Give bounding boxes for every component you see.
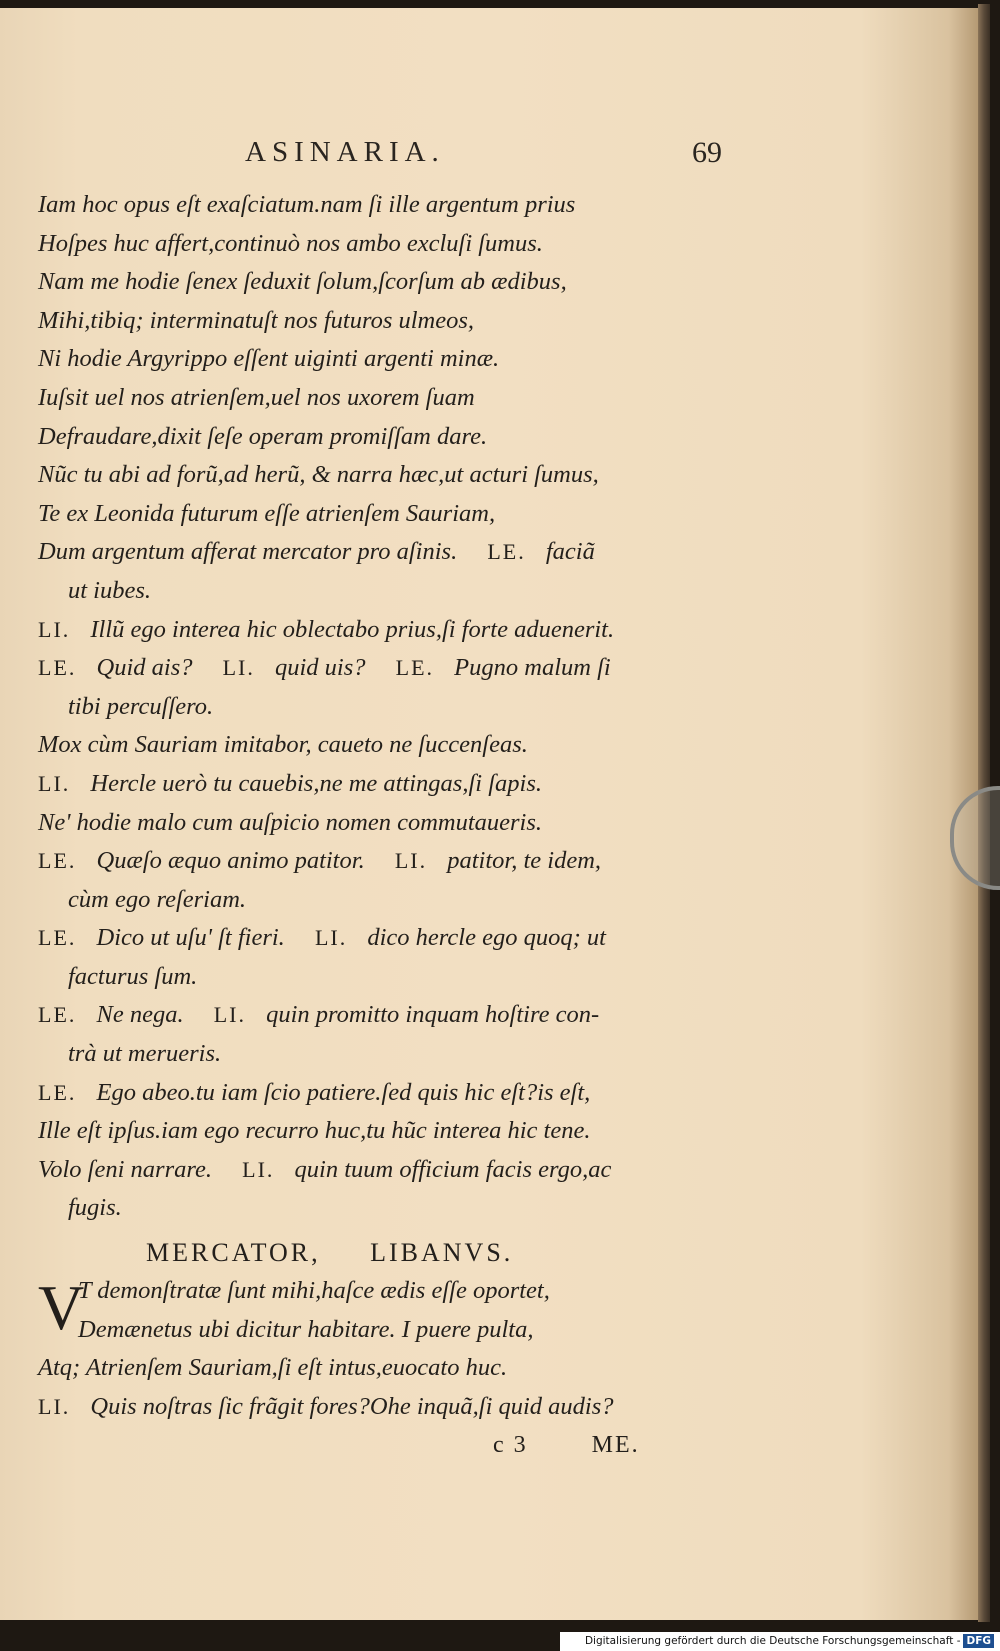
text-line: Demænetus ubi dicitur habitare. I puere pulta, bbox=[78, 1315, 534, 1343]
speaker-label: LI. bbox=[38, 770, 71, 796]
dfg-logo-icon: DFG bbox=[963, 1634, 994, 1648]
speaker-label: LE. bbox=[38, 1002, 77, 1028]
dialogue-line bbox=[38, 611, 738, 650]
speaker-label: LI. bbox=[38, 1393, 71, 1419]
dialogue-text: Dum argentum afferat mercator pro aſinis. bbox=[38, 538, 458, 566]
dialogue-text: T demonſtratæ ſunt mihi,haſce ædis eſſe oportet, bbox=[78, 1277, 550, 1305]
dialogue-line bbox=[38, 533, 738, 572]
speaker-label: LE. bbox=[38, 848, 77, 874]
speaker-label: LI. bbox=[314, 925, 348, 951]
dialogue-text: Illũ ego interea hic oblectabo prius,ſi forte aduenerit. bbox=[90, 615, 615, 643]
dialogue-text: Hercle uerò tu cauebis,ne me attingas,ſi ſapis. bbox=[90, 769, 542, 797]
dialogue-text: Quæſo æquo animo patitor. bbox=[96, 847, 365, 875]
digitization-footer bbox=[560, 1632, 1000, 1651]
dialogue-text: quid uis? bbox=[275, 654, 366, 682]
page-number: 69 bbox=[692, 136, 722, 169]
text-line: Ni hodie Argyrippo eſſent uiginti argenti minæ. bbox=[38, 345, 500, 373]
page-header bbox=[0, 136, 978, 176]
text-line: Iam hoc opus eſt exaſciatum.nam ſi ille argentum prius bbox=[38, 191, 576, 218]
speaker-label: LE. bbox=[395, 655, 435, 681]
text-line: Iuſsit uel nos atrienſem,uel nos uxorem ſuam bbox=[38, 383, 475, 411]
scene-character: LIBANVS. bbox=[370, 1238, 514, 1268]
page-text bbox=[38, 186, 738, 1465]
text-line: Mox cùm Sauriam imitabor, caueto ne ſuccenſeas. bbox=[38, 731, 528, 759]
text-line: Defraudare,dixit ſeſe operam promiſſam dare. bbox=[38, 422, 488, 450]
dialogue-line bbox=[38, 1388, 738, 1427]
dialogue-text: Quid ais? bbox=[96, 654, 193, 682]
dialogue-text: faciã bbox=[545, 538, 595, 566]
dialogue-text: Ego abeo.tu iam ſcio patiere.ſed quis hic eſt?is eſt, bbox=[96, 1078, 591, 1106]
running-title: ASINARIA. bbox=[245, 136, 445, 168]
speaker-label: LE. bbox=[487, 539, 526, 565]
signature-line bbox=[38, 1426, 738, 1465]
text-line: ut iubes. bbox=[68, 576, 152, 604]
text-line: cùm ego reſeriam. bbox=[68, 885, 247, 913]
speaker-label: LI. bbox=[394, 848, 428, 874]
speaker-label: LI. bbox=[242, 1156, 275, 1182]
speaker-label: LE. bbox=[38, 925, 77, 951]
text-line: fugis. bbox=[68, 1194, 122, 1222]
dialogue-line bbox=[38, 996, 738, 1035]
catchword: ME. bbox=[591, 1432, 640, 1459]
text-line: Nũc tu abi ad forũ,ad herũ, & narra hæc,ut acturi ſumus, bbox=[38, 461, 599, 489]
dialogue-line bbox=[38, 765, 738, 804]
dialogue-line bbox=[38, 1151, 738, 1190]
scene-heading bbox=[38, 1228, 738, 1272]
text-line: facturus ſum. bbox=[68, 962, 198, 990]
speaker-label: LI. bbox=[213, 1002, 246, 1028]
dialogue-line bbox=[38, 649, 738, 688]
dialogue-text: Ne nega. bbox=[96, 1001, 184, 1029]
dialogue-text: Dico ut uſu' ſt fieri. bbox=[96, 924, 285, 952]
text-line: Nam me hodie ſenex ſeduxit ſolum,ſcorſum ab ædibus, bbox=[38, 268, 567, 296]
signature-mark: c 3 bbox=[493, 1432, 528, 1459]
footer-text: Digitalisierung gefördert durch die Deutsche Forschungsgemeinschaft - bbox=[584, 1635, 961, 1647]
text-line: Ne' hodie malo cum auſpicio nomen commutaueris. bbox=[38, 808, 543, 836]
text-line: tibi percuſſero. bbox=[68, 692, 214, 720]
text-line: Mihi,tibiq; interminatuſt nos futuros ulmeos, bbox=[38, 306, 475, 334]
text-line: Te ex Leonida futurum eſſe atrienſem Sauriam, bbox=[38, 499, 496, 527]
text-line: Ille eſt ipſus.iam ego recurro huc,tu hũc interea hic tene. bbox=[38, 1117, 591, 1145]
speaker-label: LE. bbox=[38, 1079, 77, 1105]
text-line: Hoſpes huc affert,continuò nos ambo excluſi ſumus. bbox=[38, 229, 543, 257]
speaker-label: LI. bbox=[38, 616, 71, 642]
text-line: Atq; Atrienſem Sauriam,ſi eſt intus,euocato huc. bbox=[38, 1354, 508, 1382]
dialogue-text: patitor, te idem, bbox=[447, 847, 602, 875]
speaker-label: LI. bbox=[222, 655, 255, 681]
text-line: trà ut merueris. bbox=[68, 1040, 222, 1068]
dialogue-line bbox=[38, 1074, 738, 1113]
dialogue-text: quin promitto inquam hoſtire con- bbox=[266, 1001, 600, 1029]
dialogue-text: quin tuum officium facis ergo,ac bbox=[294, 1155, 612, 1183]
dialogue-line bbox=[38, 842, 738, 881]
dialogue-text: Pugno malum ſi bbox=[454, 654, 611, 682]
dialogue-line bbox=[38, 919, 738, 958]
drop-capital: V bbox=[38, 1272, 85, 1344]
dialogue-text: dico hercle ego quoq; ut bbox=[367, 924, 606, 952]
dialogue-text: Volo ſeni narrare. bbox=[38, 1155, 212, 1183]
dialogue-text: Quis noſtras ſic frãgit fores?Ohe inquã,ſi quid audis? bbox=[90, 1392, 614, 1420]
scene-character: MERCATOR, bbox=[146, 1238, 321, 1268]
speaker-label: LE. bbox=[38, 655, 77, 681]
